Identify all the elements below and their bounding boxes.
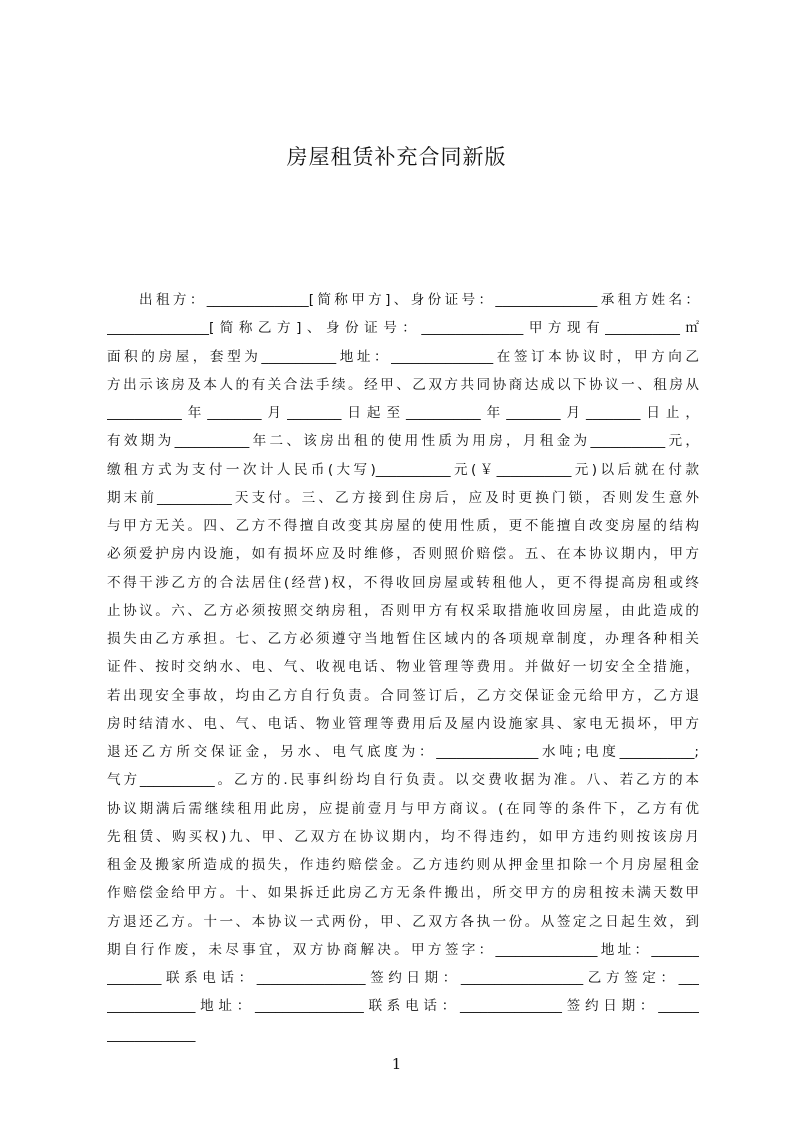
text-line: 期末前___________天支付。三、乙方接到住房后，应及时更换门锁，否则发生意外 xyxy=(107,489,699,506)
text-line: 缴租方式为支付一次计人民币(大写)___________元(￥___________元)以后就在付款 xyxy=(107,461,699,478)
text-line: 先租赁、购买权)九、甲、乙双方在协议期内，均不得违约，如甲方违约则按该房月 xyxy=(107,828,699,845)
text-line: 房时结清水、电、气、电话、物业管理等费用后及屋内设施家具、家电无损坏，甲方 xyxy=(107,715,699,732)
text-line: 止协议。六、乙方必须按照交纳房租，否则甲方有权采取措施收回房屋，由此造成的 xyxy=(107,602,699,619)
text-line: 租金及搬家所造成的损失，作违约赔偿金。乙方违约则从押金里扣除一个月房屋租金 xyxy=(107,857,699,873)
text-line: 不得干涉乙方的合法居住(经营)权，不得收回房屋或转租他人，更不得提高房租或终 xyxy=(107,574,699,591)
text-line: _______________[简称乙方]、身份证号：_______________甲方现有___________㎡ xyxy=(107,320,699,337)
text-line: ________联系电话：________________签约日期：__________________乙方签定：___ xyxy=(107,970,699,986)
text-line: 面积的房屋，套型为___________地址：_______________在签订本协议时，甲方向乙 xyxy=(107,348,699,365)
text-line: 出租方：_______________[简称甲方]、身份证号：_______________承租方姓名： xyxy=(139,292,699,308)
text-line: ___________年________月________日起至___________年________月________日止， xyxy=(107,405,699,421)
text-line: 气方___________。乙方的.民事纠纷均自行负责。以交费收据为准。八、若乙方的本 xyxy=(107,772,699,789)
text-line: 退还乙方所交保证金，另水、电气底度为：_______________水吨;电度___________; xyxy=(107,744,699,760)
text-line: 方退还乙方。十一、本协议一式两份，甲、乙双方各执一份。从签定之日起生效，到 xyxy=(107,913,699,930)
text-line: 协议期满后需继续租用此房，应提前壹月与甲方商议。(在同等的条件下，乙方有优 xyxy=(107,800,699,817)
document-title: 房屋租赁补充合同新版 xyxy=(286,145,507,169)
text-line: _____________地址：________________联系电话：_______________签约日期：______ xyxy=(107,998,699,1015)
text-line: 有效期为___________年二、该房出租的使用性质为用房，月租金为___________元， xyxy=(107,433,699,450)
text-line: _____________ xyxy=(107,1026,196,1043)
contract-body xyxy=(107,286,699,1049)
text-line: 期自行作废，未尽事宜，双方协商解决。甲方签字：_______________地址：_______ xyxy=(107,941,699,958)
text-line: 若出现安全事故，均由乙方自行负责。合同签订后，乙方交保证金元给甲方，乙方退 xyxy=(107,687,699,704)
text-line: 与甲方无关。四、乙方不得擅自改变其房屋的使用性质，更不能擅自改变房屋的结构 xyxy=(107,518,699,534)
page-number: 1 xyxy=(391,1055,402,1073)
text-line: 证件、按时交纳水、电、气、收视电话、物业管理等费用。并做好一切安全全措施， xyxy=(107,659,699,676)
text-line: 作赔偿金给甲方。十、如果拆迁此房乙方无条件搬出，所交甲方的房租按未满天数甲 xyxy=(107,885,699,902)
text-line: 方出示该房及本人的有关合法手续。经甲、乙双方共同协商达成以下协议一、租房从 xyxy=(107,376,699,393)
text-line: 必须爱护房内设施，如有损坏应及时维修，否则照价赔偿。五、在本协议期内，甲方 xyxy=(107,546,699,563)
text-line: 损失由乙方承担。七、乙方必须遵守当地暂住区域内的各项规章制度，办理各种相关 xyxy=(107,631,699,647)
